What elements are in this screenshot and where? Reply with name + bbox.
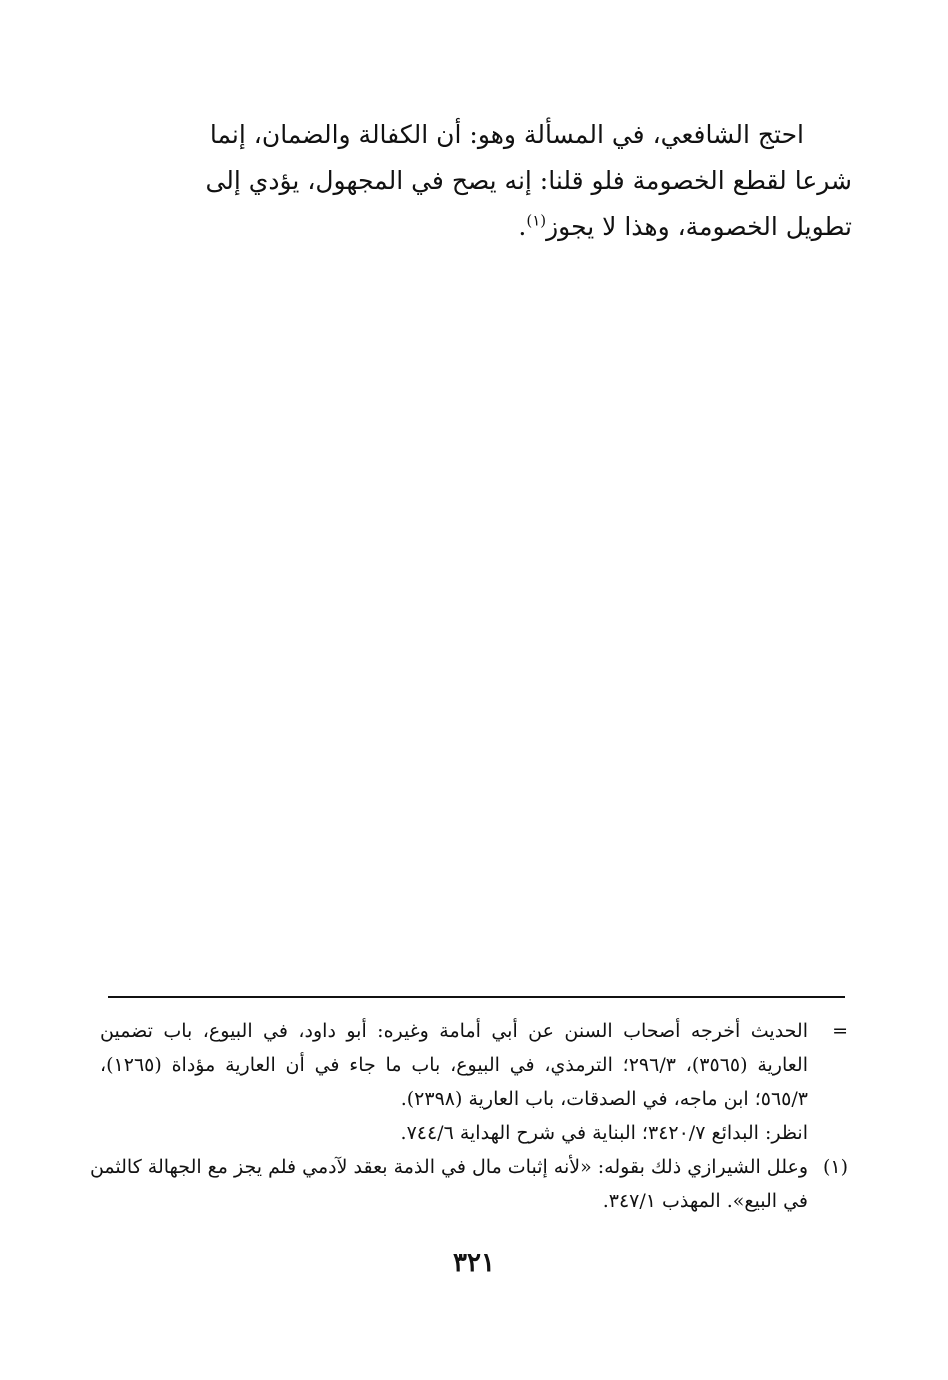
text-line-last xyxy=(254,204,852,250)
main-paragraph xyxy=(205,112,852,250)
page-number: ٣٢١ xyxy=(453,1248,495,1278)
footnote-1-lines xyxy=(90,1150,808,1218)
main-text xyxy=(205,112,852,250)
footnote-line: انظر: البدائع ٣٤٢٠/٧؛ البناية في شرح الهداية ٧٤٤/٦. xyxy=(400,1122,808,1144)
text-line: شرعا لقطع الخصومة فلو قلنا: إنه يصح في المجهول، يؤدي إلى xyxy=(205,166,852,195)
footnote-separator-rule xyxy=(108,996,845,998)
continuation-marker: = xyxy=(832,1020,848,1042)
footnotes-section xyxy=(89,1014,848,1218)
footnote-continuation xyxy=(100,1014,848,1150)
end-punctuation: . xyxy=(518,212,527,241)
footnote-reference: (١) xyxy=(526,211,547,230)
footnote-continuation-lines xyxy=(100,1014,808,1150)
footnote-line: وعلل الشيرازي ذلك بقوله: «لأنه إثبات مال في الذمة بعقد لآدمي فلم يجز مع الجهالة كالثمن xyxy=(89,1156,808,1178)
footnote-line: العارية (٣٥٦٥)، ٢٩٦/٣؛ الترمذي، في البيوع، باب ما جاء في أن العارية مؤداة (١٢٦٥)، xyxy=(100,1054,808,1076)
text-line: احتج الشافعي، في المسألة وهو: أن الكفالة والضمان، إنما xyxy=(209,120,804,149)
footnote-1 xyxy=(89,1150,848,1218)
text-line-content: تطويل الخصومة، وهذا لا يجوز xyxy=(546,212,852,241)
footnote-1-marker: (١) xyxy=(822,1156,848,1178)
footnote-line: في البيع». المهذب ٣٤٧/١. xyxy=(602,1190,808,1212)
footnote-line: ٥٦٥/٣؛ ابن ماجه، في الصدقات، باب العارية (٢٣٩٨). xyxy=(400,1088,808,1110)
footnote-line: الحديث أخرجه أصحاب السنن عن أبي أمامة وغيره: أبو داود، في البيوع، باب تضمين xyxy=(100,1020,808,1042)
